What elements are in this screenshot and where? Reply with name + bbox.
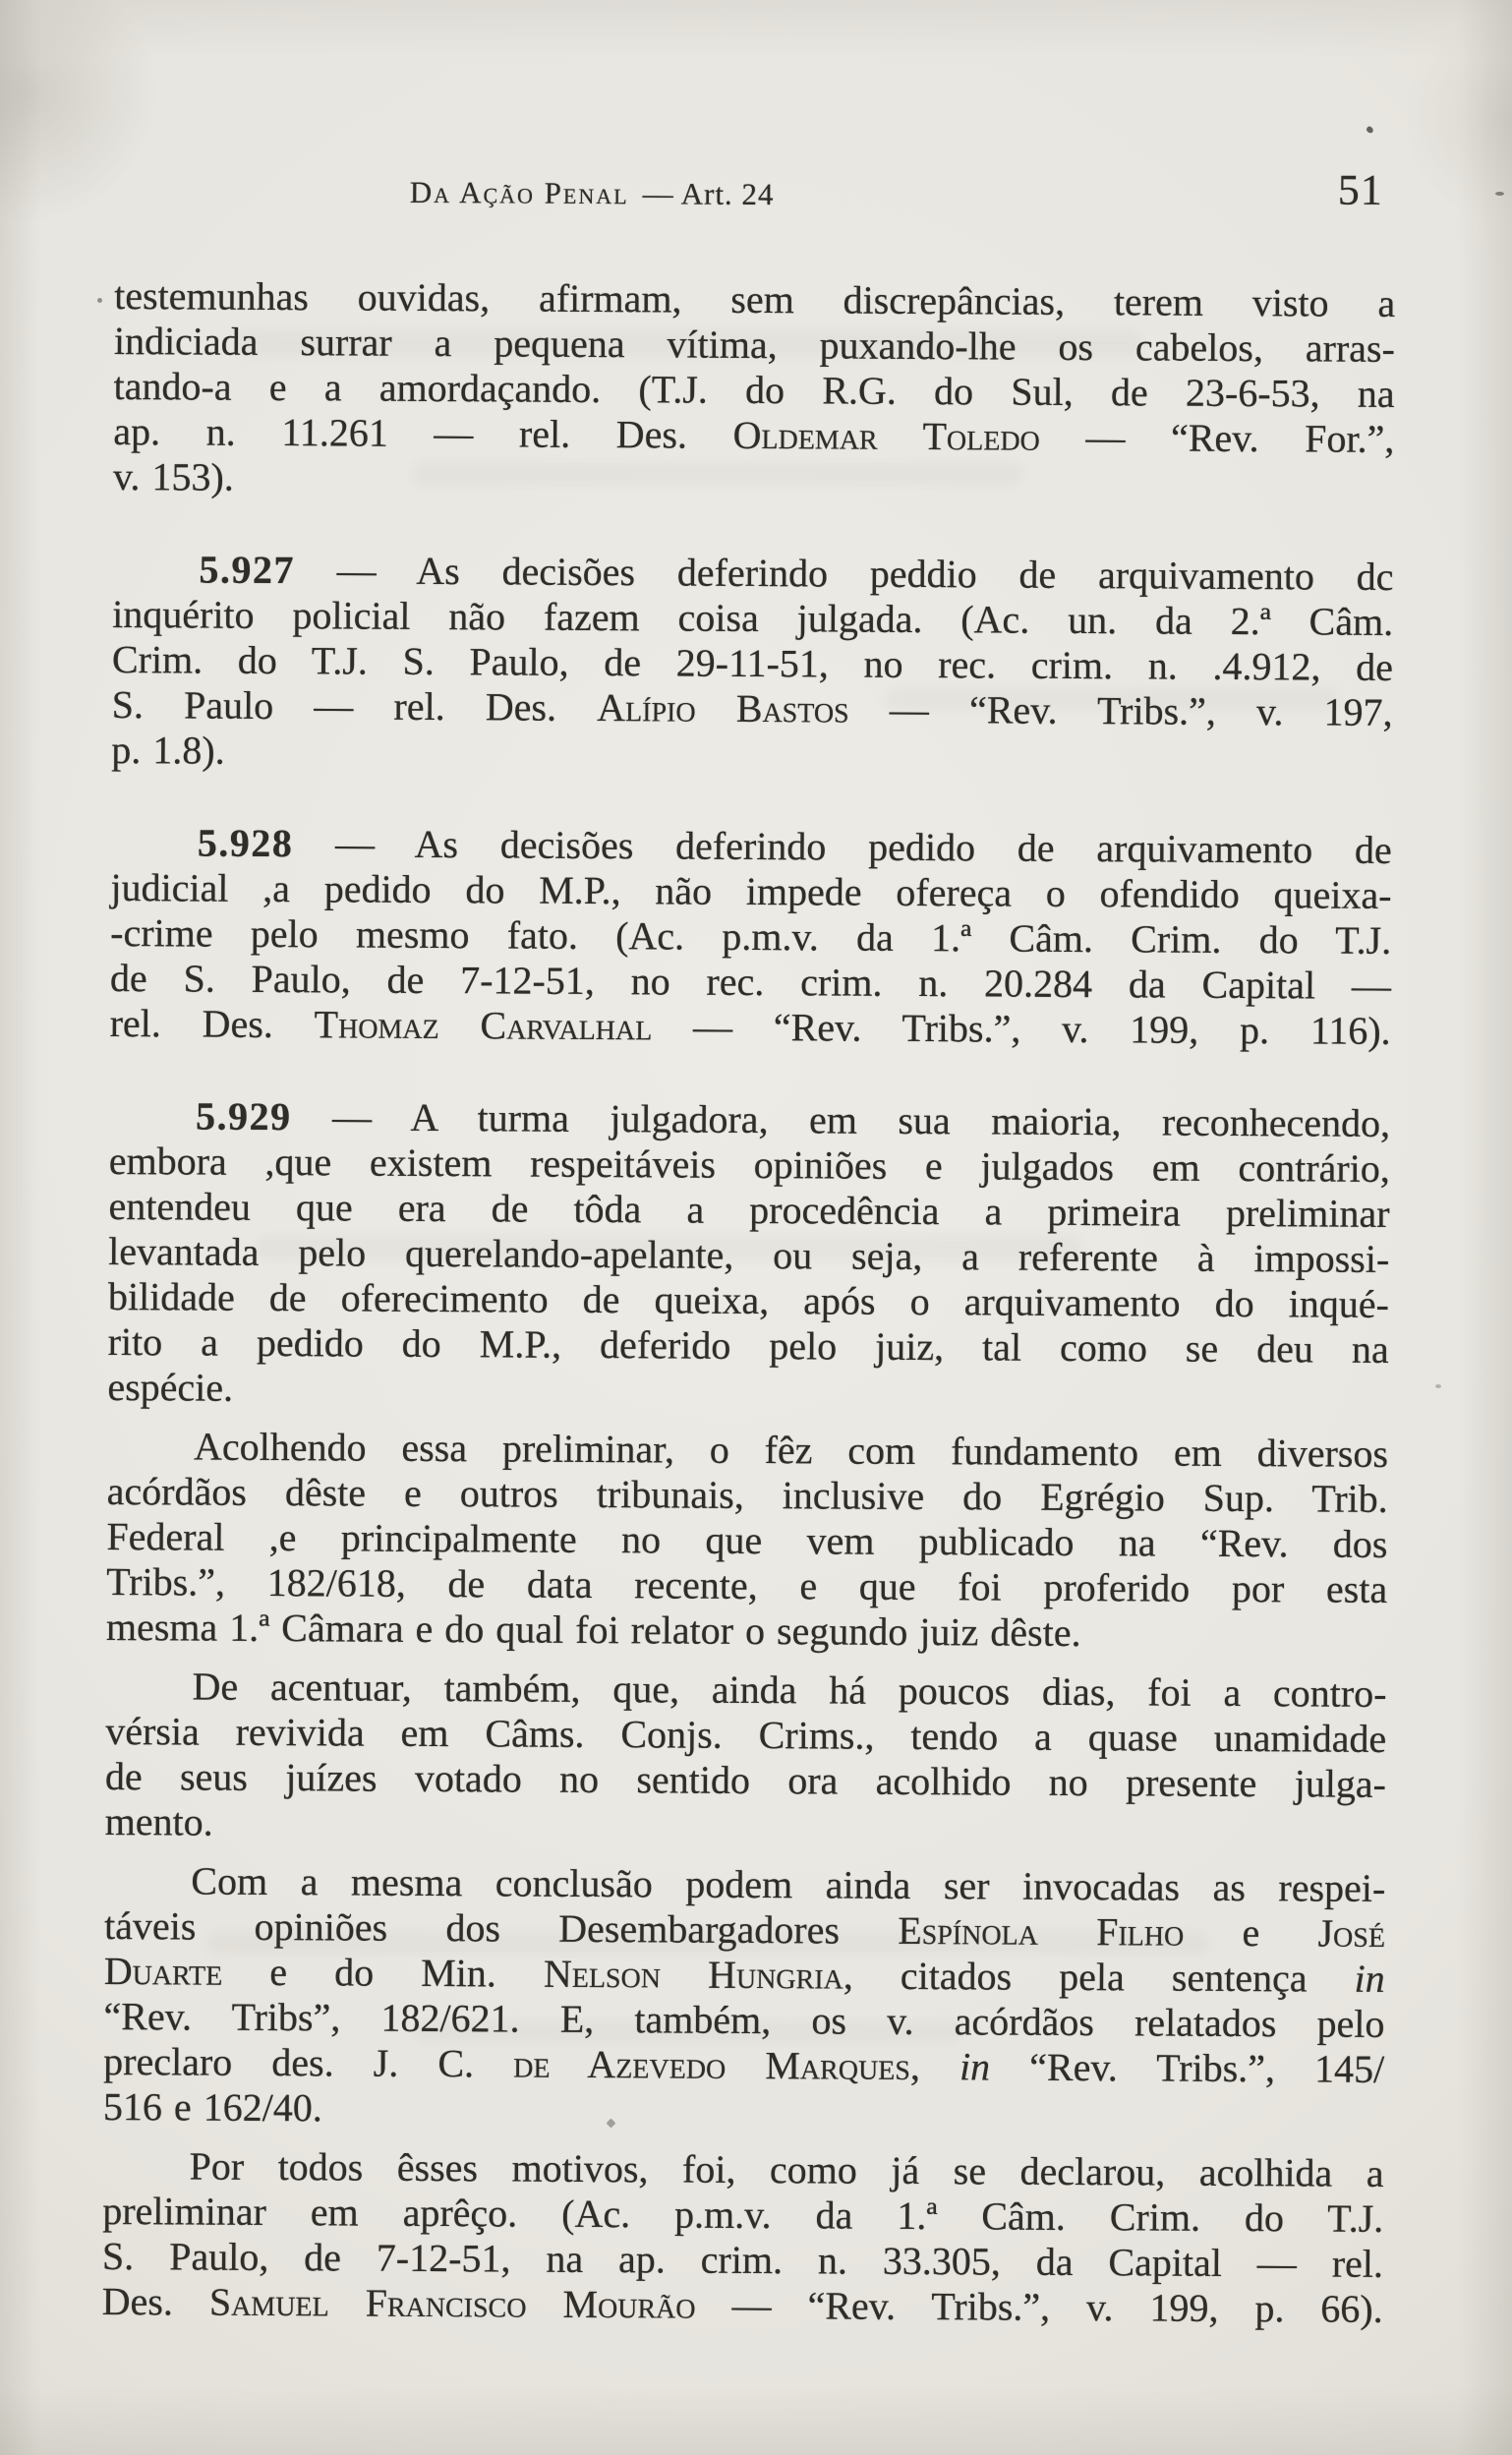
judge-name: Alípio Bastos [597, 685, 849, 731]
line-text: “Rev. Tribs.”, 145/ [990, 2044, 1385, 2091]
text-line [104, 1903, 1385, 1957]
ink-speck [1366, 126, 1374, 135]
text-line [113, 454, 1394, 507]
line-text: mesma 1.ª Câmara e do qual foi relator o segundo juiz dêste. [105, 1604, 1081, 1656]
text-line [110, 910, 1391, 964]
text-line [108, 1274, 1389, 1327]
line-text: bilidade de oferecimento de queixa, após o arquivamento do inqué- [107, 1273, 1390, 1326]
section-number: 5.929 [195, 1093, 292, 1140]
line-text: espécie. [107, 1364, 234, 1410]
line-text: — As decisões deferindo peddio de arquivamento dc [294, 548, 1394, 599]
line-text: de seus juízes votado no sentido ora acolhido no presente julga- [104, 1753, 1387, 1806]
text-line [108, 1319, 1389, 1373]
line-text: e do Min. [222, 1949, 545, 1996]
line-text: Tribs.”, 182/618, de data recente, e que foi proferido por esta [106, 1558, 1388, 1611]
paragraph-com-a-mesma [103, 1858, 1386, 2137]
line-text: De acentuar, também, que, ainda há poucos dias, foi a contro- [192, 1664, 1387, 1716]
section-5927 [111, 547, 1393, 781]
text-line [108, 1184, 1389, 1237]
line-text: embora ,que existem respeitáveis opiniões e julgados em contrário, [108, 1138, 1390, 1191]
judge-name: Thomaz Carvalhal [314, 1002, 653, 1049]
judge-name: Nelson Hungria [543, 1951, 843, 1998]
text-line [103, 1994, 1384, 2047]
text-line [105, 1709, 1386, 1762]
text-line [112, 547, 1393, 600]
line-text: — “Rev. Tribs.”, v. 199, p. 116). [652, 1004, 1391, 1053]
text-line [103, 2039, 1384, 2092]
text-line [102, 2234, 1383, 2287]
text-line [111, 820, 1392, 873]
judge-name: Duarte [103, 1948, 223, 1994]
section-number: 5.927 [199, 547, 296, 593]
text-line [107, 1469, 1388, 1522]
text-line [106, 1514, 1387, 1567]
line-text: — “Rev. Tribs.”, v. 199, p. 66). [695, 2282, 1383, 2331]
text-line [109, 1139, 1390, 1192]
line-text: — As decisões deferindo pedido de arquivamento de [293, 821, 1392, 872]
page-number: 51 [1337, 165, 1384, 214]
line-text: ap. n. 11.261 — rel. Des. [113, 408, 733, 457]
line-text: , [909, 2043, 960, 2089]
judge-name: de Azevedo Marques [513, 2041, 911, 2088]
line-text: indiciada surrar a pequena vítima, puxando-lhe os cabelos, arras- [113, 318, 1396, 371]
line-text: tando-a e a amordaçando. (T.J. do R.G. do Sul, de 23-6-53, na [113, 363, 1395, 416]
judge-name: José [1317, 1910, 1386, 1956]
paragraph-continuation [113, 273, 1395, 507]
text-line [103, 2084, 1384, 2137]
line-text: , citados pela sentença [843, 1953, 1355, 2001]
text-line [106, 1605, 1387, 1658]
line-text: p. 1.8). [111, 727, 225, 773]
text-line [107, 1424, 1388, 1477]
line-text: judicial ,a pedido do M.P., não impede ofereça o ofendido queixa- [110, 864, 1392, 917]
text-line [111, 728, 1392, 781]
text-line [105, 1754, 1386, 1807]
line-text: preclaro des. J. C. [103, 2038, 514, 2086]
page-content [102, 165, 1396, 2332]
line-text: Federal ,e principalmente no que vem publicado na “Rev. dos [106, 1513, 1388, 1566]
text-line [109, 1093, 1390, 1146]
text-line [107, 1365, 1388, 1418]
line-text: de S. Paulo, de 7-12-51, no rec. crim. n. 20.284 da Capital — [109, 955, 1392, 1008]
line-text: táveis opiniões dos Desembargadores [103, 1902, 899, 1953]
text-line [110, 1001, 1391, 1054]
line-text: testemunhas ouvidas, afirmam, sem discrepâncias, terem visto a [114, 272, 1396, 325]
line-text: 516 e 162/40. [102, 2083, 322, 2131]
line-text: v. 153). [112, 453, 234, 499]
line-text: Des. [101, 2278, 210, 2324]
line-text: rito a pedido do M.P., deferido pelo juiz, tal como se deu na [107, 1318, 1389, 1372]
ink-speck [97, 298, 102, 303]
line-text: levantada pelo querelando-apelante, ou seja, a referente à impossi- [108, 1228, 1390, 1281]
text-line [112, 637, 1393, 690]
line-text: Com a mesma conclusão podem ainda ser invocadas as respei- [191, 1858, 1386, 1910]
line-text: rel. Des. [109, 1000, 315, 1047]
line-text: preliminar em aprêço. (Ac. p.m.v. da 1.ª Câm. Crim. do T.J. [102, 2188, 1384, 2241]
text-line [104, 1858, 1385, 1911]
judge-name: Samuel Francisco Mourão [208, 2279, 696, 2327]
chapter-title: Da Ação Penal [409, 174, 629, 211]
ink-speck [1495, 192, 1504, 196]
line-text: Acolhendo essa preliminar, o fêz com fundamento em diversos [193, 1424, 1389, 1476]
text-line [104, 1949, 1385, 2002]
line-text: inquérito policial não fazem coisa julgada. (Ac. un. da 2.ª Câm. [112, 591, 1394, 644]
latin-term: in [1354, 1956, 1385, 2001]
section-number: 5.928 [197, 820, 294, 866]
paragraph-acolhendo [106, 1424, 1388, 1658]
page-header [115, 165, 1396, 224]
text-line [114, 319, 1395, 372]
judge-name: Espínola Filho [898, 1907, 1185, 1955]
text-line [113, 409, 1394, 462]
section-5929 [107, 1093, 1390, 1418]
line-text: mento. [104, 1798, 213, 1844]
line-text: S. Paulo, de 7-12-51, na ap. crim. n. 33.305, da Capital — rel. [101, 2233, 1384, 2286]
line-text: S. Paulo — rel. Des. [111, 681, 598, 731]
line-text: — “Rev. Tribs.”, v. 197, [848, 686, 1393, 734]
judge-name: Oldemar Toledo [732, 412, 1040, 459]
line-text: -crime pelo mesmo fato. (Ac. p.m.v. da 1.ª Câm. Crim. do T.J. [110, 909, 1392, 963]
text-line [114, 273, 1395, 326]
text-line [112, 592, 1393, 645]
text-line [102, 2143, 1383, 2196]
line-text: Crim. do T.J. S. Paulo, de 29-11-51, no rec. crim. n. .4.912, de [111, 636, 1394, 689]
ink-speck [1435, 1384, 1441, 1388]
line-text: Por todos êsses motivos, foi, como já se declarou, acolhida a [189, 2143, 1384, 2195]
line-text: — “Rev. For.”, [1039, 414, 1395, 461]
line-text: — A turma julgadora, em sua maioria, reconhecendo, [291, 1094, 1391, 1145]
text-line [106, 1559, 1387, 1612]
text-line [102, 2279, 1383, 2332]
paragraph-por-todos [102, 2143, 1384, 2332]
text-line [102, 2189, 1383, 2242]
text-line [105, 1799, 1386, 1852]
text-line [112, 682, 1393, 735]
text-column [102, 273, 1396, 2332]
section-5928 [110, 820, 1392, 1054]
paragraph-de-acentuar [105, 1664, 1387, 1852]
line-text: e [1184, 1909, 1318, 1956]
text-line [110, 865, 1391, 918]
line-text: entendeu que era de tôda a procedência a primeira preliminar [108, 1183, 1390, 1236]
line-text: vérsia revivida em Câms. Conjs. Crims., tendo a quase unamidade [105, 1708, 1387, 1761]
text-line [113, 364, 1394, 417]
running-head [410, 175, 775, 212]
text-line [108, 1229, 1389, 1282]
line-text: “Rev. Tribs”, 182/621. E, também, os v. acórdãos relatados pelo [103, 1993, 1385, 2046]
text-line [110, 956, 1391, 1009]
line-text: acórdãos dêste e outros tribunais, inclusive do Egrégio Sup. Trib. [106, 1468, 1388, 1521]
text-line [105, 1664, 1386, 1717]
article-reference: — Art. 24 [642, 176, 775, 212]
latin-term: in [959, 2044, 991, 2089]
